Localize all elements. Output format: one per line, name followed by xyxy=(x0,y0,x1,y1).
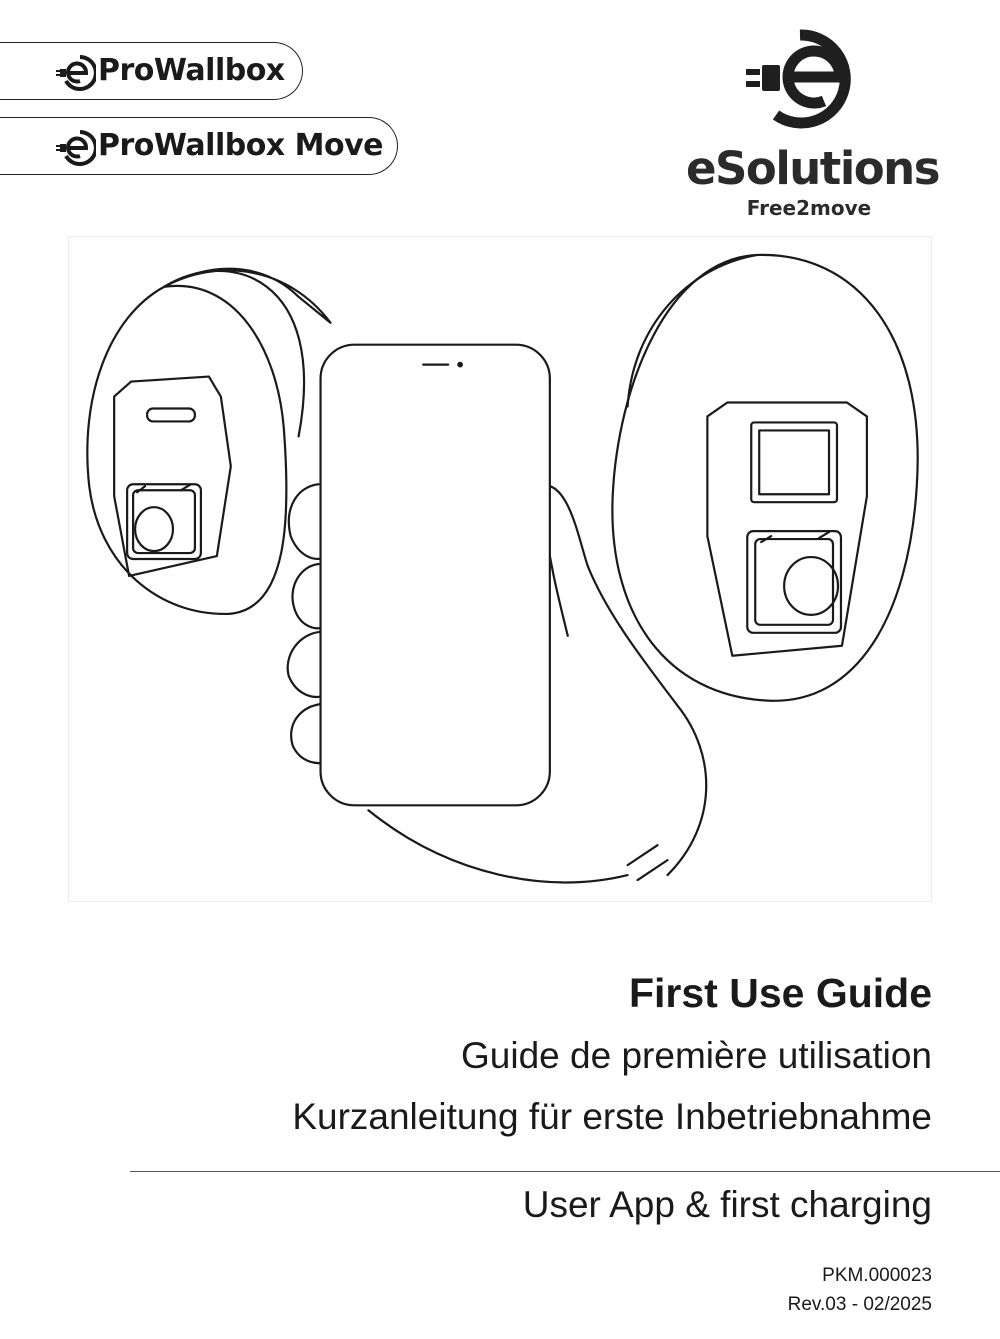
product-badge-prowallbox-move xyxy=(0,117,398,175)
brand-subtitle: Free2move xyxy=(746,196,872,220)
document-code: PKM.000023 xyxy=(822,1265,932,1286)
product-badge-prowallbox xyxy=(0,42,303,100)
divider xyxy=(130,1171,1000,1172)
guide-subtitle: User App & first charging xyxy=(522,1184,932,1225)
right-wallbox-illustration xyxy=(612,255,917,701)
guide-title-german: Kurzanleitung für erste Inbetriebnahme xyxy=(292,1095,932,1137)
brand-name: eSolutions xyxy=(686,142,939,195)
product-name: ProWallbox xyxy=(98,53,285,88)
guide-title: First Use Guide xyxy=(628,970,932,1016)
phone-illustration xyxy=(321,345,550,806)
guide-title-french: Guide de première utilisation xyxy=(461,1035,932,1077)
left-wallbox-illustration xyxy=(87,269,330,614)
title-block xyxy=(292,968,932,1140)
product-name: ProWallbox Move xyxy=(98,128,383,163)
esolutions-e-plug-logo-icon xyxy=(740,25,870,130)
prowallbox-e-plug-icon xyxy=(56,53,96,93)
prowallbox-e-plug-icon xyxy=(56,128,96,168)
hand-phone-wallboxes-illustration xyxy=(68,236,932,902)
document-revision: Rev.03 - 02/2025 xyxy=(787,1294,932,1315)
